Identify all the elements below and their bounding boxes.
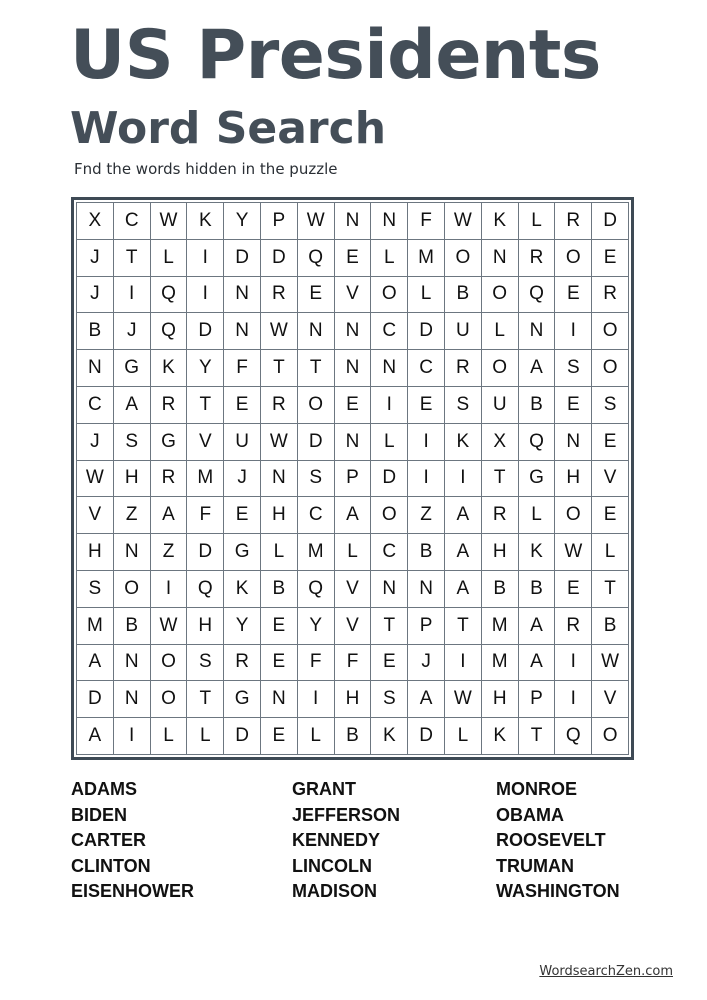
grid-cell: V: [335, 608, 372, 645]
grid-cell: O: [298, 387, 335, 424]
grid-cell: R: [261, 277, 298, 314]
grid-cell: E: [335, 240, 372, 277]
grid-cell: B: [335, 718, 372, 755]
grid-cell: E: [555, 387, 592, 424]
word-list-item: TRUMAN: [496, 855, 574, 876]
grid-cell: A: [519, 350, 556, 387]
grid-cell: N: [335, 313, 372, 350]
grid-cell: E: [592, 240, 629, 277]
grid-cell: E: [261, 718, 298, 755]
grid-cell: M: [482, 645, 519, 682]
grid-cell: L: [187, 718, 224, 755]
grid-cell: E: [224, 497, 261, 534]
grid-cell: V: [592, 461, 629, 498]
grid-cell: H: [482, 534, 519, 571]
grid-cell: N: [335, 424, 372, 461]
grid-cell: R: [555, 608, 592, 645]
grid-cell: K: [371, 718, 408, 755]
grid-cell: S: [555, 350, 592, 387]
grid-cell: T: [445, 608, 482, 645]
grid-cell: N: [482, 240, 519, 277]
grid-cell: J: [77, 277, 114, 314]
grid-cell: T: [298, 350, 335, 387]
word-list-item: OBAMA: [496, 804, 564, 825]
grid-cell: J: [224, 461, 261, 498]
grid-cell: I: [114, 718, 151, 755]
grid-cell: T: [187, 387, 224, 424]
grid-cell: R: [445, 350, 482, 387]
grid-cell: E: [335, 387, 372, 424]
grid-cell: S: [77, 571, 114, 608]
grid-cell: U: [224, 424, 261, 461]
grid-cell: Q: [151, 277, 188, 314]
grid-cell: G: [224, 534, 261, 571]
grid-cell: U: [482, 387, 519, 424]
grid-cell: T: [187, 681, 224, 718]
grid-cell: N: [261, 461, 298, 498]
grid-cell: F: [224, 350, 261, 387]
grid-cell: B: [445, 277, 482, 314]
grid-cell: I: [114, 277, 151, 314]
grid-cell: H: [261, 497, 298, 534]
grid-cell: D: [592, 203, 629, 240]
grid-cell: V: [335, 571, 372, 608]
grid-cell: O: [482, 277, 519, 314]
grid-cell: K: [445, 424, 482, 461]
grid-cell: D: [77, 681, 114, 718]
grid-cell: N: [371, 350, 408, 387]
grid-cell: F: [187, 497, 224, 534]
grid-cell: B: [519, 571, 556, 608]
grid-cell: Q: [298, 240, 335, 277]
grid-cell: L: [592, 534, 629, 571]
grid-cell: A: [445, 571, 482, 608]
grid-cell: H: [187, 608, 224, 645]
grid-cell: Q: [151, 313, 188, 350]
grid-cell: B: [114, 608, 151, 645]
grid-cell: S: [114, 424, 151, 461]
grid-cell: Z: [408, 497, 445, 534]
grid-cell: N: [371, 203, 408, 240]
grid-cell: W: [445, 681, 482, 718]
grid-cell: N: [114, 645, 151, 682]
grid-cell: N: [335, 203, 372, 240]
grid-cell: E: [224, 387, 261, 424]
grid-cell: W: [261, 424, 298, 461]
word-column-2: [292, 777, 400, 905]
grid-cell: C: [77, 387, 114, 424]
grid-cell: I: [555, 681, 592, 718]
grid-cell: A: [519, 645, 556, 682]
grid-cell: K: [187, 203, 224, 240]
grid-cell: O: [151, 681, 188, 718]
grid-cell: B: [592, 608, 629, 645]
grid-cell: I: [298, 681, 335, 718]
grid-cell: I: [371, 387, 408, 424]
grid-cell: F: [298, 645, 335, 682]
grid-cell: I: [408, 461, 445, 498]
grid-cell: G: [114, 350, 151, 387]
grid-cell: J: [408, 645, 445, 682]
grid-cell: C: [371, 313, 408, 350]
word-list-item: GRANT: [292, 779, 356, 799]
grid-cell: L: [445, 718, 482, 755]
grid-cell: L: [482, 313, 519, 350]
grid-cell: Y: [298, 608, 335, 645]
grid-cell: V: [592, 681, 629, 718]
grid-cell: H: [114, 461, 151, 498]
grid-cell: E: [592, 497, 629, 534]
grid-cell: D: [261, 240, 298, 277]
grid-cell: A: [77, 645, 114, 682]
grid-cell: U: [445, 313, 482, 350]
grid-cell: K: [482, 718, 519, 755]
grid-cell: M: [482, 608, 519, 645]
grid-cell: Z: [114, 497, 151, 534]
word-list-item: CARTER: [71, 830, 146, 851]
grid-cell: E: [592, 424, 629, 461]
grid-cell: D: [371, 461, 408, 498]
grid-cell: L: [371, 240, 408, 277]
grid-cell: S: [592, 387, 629, 424]
grid-cell: S: [445, 387, 482, 424]
grid-cell: M: [77, 608, 114, 645]
grid-cell: L: [151, 718, 188, 755]
grid-cell: T: [519, 718, 556, 755]
grid-cell: E: [371, 645, 408, 682]
grid-cell: N: [335, 350, 372, 387]
grid-cell: E: [555, 571, 592, 608]
word-column-1: [71, 777, 194, 905]
grid-cell: W: [261, 313, 298, 350]
grid-cell: A: [335, 497, 372, 534]
grid-cell: O: [114, 571, 151, 608]
grid-cell: N: [114, 681, 151, 718]
grid-cell: D: [298, 424, 335, 461]
grid-cell: G: [224, 681, 261, 718]
grid-cell: D: [408, 313, 445, 350]
grid-cell: O: [151, 645, 188, 682]
grid-cell: N: [298, 313, 335, 350]
grid-cell: S: [371, 681, 408, 718]
word-list-item: WASHINGTON: [496, 881, 620, 902]
grid-cell: P: [408, 608, 445, 645]
footer-link[interactable]: WordsearchZen.com: [539, 964, 673, 979]
grid-cell: T: [261, 350, 298, 387]
grid-cell: G: [151, 424, 188, 461]
grid-cell: D: [224, 240, 261, 277]
grid-cell: Q: [298, 571, 335, 608]
grid-cell: M: [187, 461, 224, 498]
grid-cell: O: [592, 313, 629, 350]
grid-cell: N: [371, 571, 408, 608]
grid-cell: J: [77, 424, 114, 461]
grid-cell: P: [519, 681, 556, 718]
grid-cell: A: [445, 497, 482, 534]
grid-cell: O: [555, 497, 592, 534]
grid-cell: O: [592, 350, 629, 387]
grid-cell: A: [151, 497, 188, 534]
grid-cell: W: [151, 203, 188, 240]
grid-cell: E: [555, 277, 592, 314]
grid-cell: Q: [555, 718, 592, 755]
grid-cell: L: [151, 240, 188, 277]
grid-cell: A: [77, 718, 114, 755]
grid-cell: K: [151, 350, 188, 387]
grid-cell: R: [151, 461, 188, 498]
grid-cell: N: [224, 277, 261, 314]
page-title: US Presidents: [70, 16, 601, 95]
word-list-item: MADISON: [292, 881, 377, 902]
grid-cell: C: [114, 203, 151, 240]
grid-cell: D: [187, 313, 224, 350]
word-list-item: CLINTON: [71, 855, 151, 876]
grid-cell: F: [335, 645, 372, 682]
grid-cell: G: [519, 461, 556, 498]
grid-cell: N: [114, 534, 151, 571]
grid-cell: W: [592, 645, 629, 682]
word-list: [71, 777, 671, 907]
grid-cell: M: [298, 534, 335, 571]
grid-cell: E: [261, 608, 298, 645]
grid-cell: R: [592, 277, 629, 314]
grid-cell: W: [298, 203, 335, 240]
grid-cell: L: [408, 277, 445, 314]
grid-cell: B: [261, 571, 298, 608]
grid-cell: Z: [151, 534, 188, 571]
grid-cell: W: [151, 608, 188, 645]
grid-cell: A: [408, 681, 445, 718]
instructions-text: Fnd the words hidden in the puzzle: [74, 160, 338, 178]
grid-cell: X: [482, 424, 519, 461]
grid-cell: L: [335, 534, 372, 571]
grid-cell: I: [187, 240, 224, 277]
grid-cell: A: [114, 387, 151, 424]
grid-cell: K: [224, 571, 261, 608]
grid-cell: O: [555, 240, 592, 277]
grid-cell: T: [114, 240, 151, 277]
puzzle-grid-frame: [71, 197, 634, 760]
grid-cell: O: [445, 240, 482, 277]
grid-cell: Q: [187, 571, 224, 608]
grid-cell: L: [371, 424, 408, 461]
grid-cell: X: [77, 203, 114, 240]
word-list-item: MONROE: [496, 779, 577, 799]
grid-cell: Y: [224, 608, 261, 645]
grid-cell: N: [261, 681, 298, 718]
grid-cell: N: [408, 571, 445, 608]
grid-cell: L: [519, 497, 556, 534]
grid-cell: I: [555, 645, 592, 682]
grid-cell: N: [224, 313, 261, 350]
puzzle-grid: [76, 202, 629, 755]
grid-cell: B: [519, 387, 556, 424]
grid-cell: B: [482, 571, 519, 608]
grid-cell: V: [335, 277, 372, 314]
grid-cell: Q: [519, 424, 556, 461]
grid-cell: K: [519, 534, 556, 571]
grid-cell: J: [77, 240, 114, 277]
grid-cell: H: [555, 461, 592, 498]
grid-cell: C: [298, 497, 335, 534]
word-list-item: KENNEDY: [292, 830, 381, 851]
grid-cell: D: [187, 534, 224, 571]
grid-cell: R: [151, 387, 188, 424]
grid-cell: Q: [519, 277, 556, 314]
grid-cell: M: [408, 240, 445, 277]
grid-cell: I: [408, 424, 445, 461]
grid-cell: R: [261, 387, 298, 424]
grid-cell: T: [371, 608, 408, 645]
grid-cell: C: [371, 534, 408, 571]
grid-cell: V: [187, 424, 224, 461]
grid-cell: W: [555, 534, 592, 571]
grid-cell: I: [445, 645, 482, 682]
grid-cell: W: [77, 461, 114, 498]
grid-cell: D: [224, 718, 261, 755]
word-list-item: EISENHOWER: [71, 881, 195, 902]
grid-cell: B: [77, 313, 114, 350]
grid-cell: E: [298, 277, 335, 314]
word-list-item: BIDEN: [71, 804, 128, 825]
grid-cell: R: [519, 240, 556, 277]
grid-cell: J: [114, 313, 151, 350]
grid-cell: C: [408, 350, 445, 387]
grid-cell: T: [592, 571, 629, 608]
grid-cell: I: [555, 313, 592, 350]
grid-cell: D: [408, 718, 445, 755]
grid-cell: E: [261, 645, 298, 682]
grid-cell: S: [187, 645, 224, 682]
grid-cell: R: [555, 203, 592, 240]
grid-cell: N: [555, 424, 592, 461]
grid-cell: K: [482, 203, 519, 240]
grid-cell: H: [482, 681, 519, 718]
grid-cell: W: [445, 203, 482, 240]
grid-cell: F: [408, 203, 445, 240]
page-subtitle: Word Search: [70, 103, 387, 154]
grid-cell: I: [445, 461, 482, 498]
grid-cell: L: [261, 534, 298, 571]
grid-cell: L: [519, 203, 556, 240]
grid-cell: A: [445, 534, 482, 571]
grid-cell: V: [77, 497, 114, 534]
grid-cell: O: [482, 350, 519, 387]
grid-cell: O: [371, 497, 408, 534]
word-list-item: LINCOLN: [292, 855, 372, 876]
grid-cell: A: [519, 608, 556, 645]
word-list-item: ADAMS: [71, 779, 137, 799]
grid-cell: N: [519, 313, 556, 350]
grid-cell: S: [298, 461, 335, 498]
grid-cell: R: [224, 645, 261, 682]
grid-cell: E: [408, 387, 445, 424]
grid-cell: P: [335, 461, 372, 498]
word-column-3: [496, 777, 620, 905]
grid-cell: I: [187, 277, 224, 314]
grid-cell: R: [482, 497, 519, 534]
grid-cell: T: [482, 461, 519, 498]
grid-cell: B: [408, 534, 445, 571]
grid-cell: N: [77, 350, 114, 387]
grid-cell: P: [261, 203, 298, 240]
word-list-item: JEFFERSON: [292, 804, 401, 825]
grid-cell: Y: [224, 203, 261, 240]
grid-cell: L: [298, 718, 335, 755]
grid-cell: H: [335, 681, 372, 718]
grid-cell: O: [592, 718, 629, 755]
grid-cell: I: [151, 571, 188, 608]
grid-cell: Y: [187, 350, 224, 387]
grid-cell: H: [77, 534, 114, 571]
word-list-item: ROOSEVELT: [496, 830, 606, 851]
grid-cell: O: [371, 277, 408, 314]
